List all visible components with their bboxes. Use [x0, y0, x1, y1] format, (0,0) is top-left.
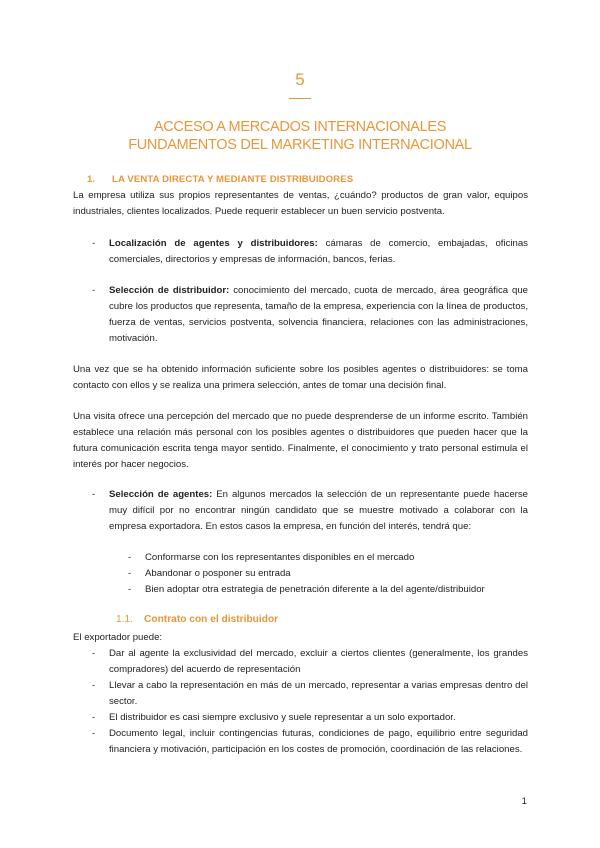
section-1-intro: La empresa utiliza sus propios representantes de ventas, ¿cuándo? productos de gran valor, equipos industriales, clientes localizados. Puede requerir establecer un buen servicio postventa.	[73, 190, 528, 217]
chapter-divider	[289, 98, 311, 99]
bullet-seleccion-agentes-label: Selección de agentes:	[109, 489, 213, 500]
chapter-title-line2: FUNDAMENTOS DEL MARKETING INTERNACIONAL	[128, 137, 472, 153]
section-1-heading	[87, 174, 353, 185]
section-1-1-title: Contrato con el distribuidor	[144, 614, 279, 625]
paragraph-contacto: Una vez que se ha obtenido información suficiente sobre los posibles agentes o distribuidores: se toma contacto con ellos y se realiza una primera selección, antes de tomar una decisión final.	[73, 364, 528, 391]
list-item	[92, 710, 528, 726]
sub-item-text: Abandonar o posponer su entrada	[145, 568, 291, 579]
section-1-title: LA VENTA DIRECTA Y MEDIANTE DISTRIBUIDORES	[112, 174, 354, 185]
section-1-number: 1.	[87, 174, 96, 185]
list-item-text: El distribuidor es casi siempre exclusivo y suele representar a un solo exportador.	[109, 712, 456, 723]
bullet-seleccion-agentes-text: En algunos mercados la selección de un representante puede hacerse muy difícil por no encontrar ningún candidato que se muestre motivado a colaborar con la empresa exportadora. En estos casos la empresa, en función del interés, tendrá que:	[109, 489, 528, 532]
bullet-dash: -	[92, 712, 96, 723]
section-1-1-heading	[116, 614, 278, 625]
bullet-seleccion-distribuidor	[92, 283, 529, 347]
section-1-1-number: 1.1.	[116, 614, 133, 625]
paragraph-visita: Una visita ofrece una percepción del mercado que no puede desprenderse de un informe escrito. También establece una relación más personal con los posibles agentes o distribuidores que pueden hacer que la futura comunicación escrita tenga mayor sentido. Finalmente, el conocimiento y trato personal estimula el interés por hacer negocios.	[73, 411, 528, 470]
chapter-number: 5	[295, 70, 305, 89]
bullet-seleccion-distribuidor-text: conocimiento del mercado, cuota de mercado, área geográfica que cubre los productos que representa, tamaño de la empresa, experiencia con la línea de productos, fuerza de ventas, servicios postventa, solvencia financiera, relaciones con las administraciones, motivación.	[109, 285, 529, 344]
chapter-title-line1: ACCESO A MERCADOS INTERNACIONALES	[153, 119, 447, 135]
sub-item-text: Bien adoptar otra estrategia de penetración diferente a la del agente/distribuidor	[145, 584, 485, 595]
sub-item-dash: -	[128, 568, 132, 579]
sub-item-dash: -	[128, 552, 132, 563]
sub-item	[128, 566, 291, 582]
bullet-localizacion-text: cámaras de comercio, embajadas, oficinas comerciales, directorios y empresas de información, bancos, ferias.	[109, 238, 528, 265]
sub-item-text: Conformarse con los representantes disponibles en el mercado	[145, 552, 415, 563]
bullet-dash: -	[92, 728, 96, 739]
sub-item	[128, 550, 415, 566]
bullet-seleccion-distribuidor-label: Selección de distribuidor:	[109, 285, 230, 296]
bullet-seleccion-agentes	[92, 487, 528, 535]
bullet-dash: -	[92, 285, 96, 296]
sub-item	[128, 582, 485, 598]
bullet-localizacion	[92, 236, 528, 268]
bullet-dash: -	[92, 648, 96, 659]
list-item	[92, 678, 528, 710]
bullet-dash: -	[92, 238, 96, 249]
chapter-title	[0, 118, 600, 154]
list-item	[92, 726, 528, 758]
bullet-localizacion-label: Localización de agentes y distribuidores:	[109, 238, 318, 249]
bullet-dash: -	[92, 489, 96, 500]
list-item-text: Llevar a cabo la representación en más de un mercado, representar a varias empresas dentro del sector.	[109, 680, 528, 707]
list-item	[92, 646, 528, 678]
sub-item-dash: -	[128, 584, 132, 595]
section-1-1-intro: El exportador puede:	[73, 632, 163, 643]
list-item-text: Dar al agente la exclusividad del mercado, excluir a ciertos clientes (generalmente, los grandes compradores) del acuerdo de representación	[109, 648, 528, 675]
list-item-text: Documento legal, incluir contingencias futuras, condiciones de pago, equilibrio entre seguridad financiera y motivación, participación en los costes de promoción, coordinación de las relaciones.	[109, 728, 528, 755]
page-number: 1	[521, 796, 527, 807]
bullet-dash: -	[92, 680, 96, 691]
